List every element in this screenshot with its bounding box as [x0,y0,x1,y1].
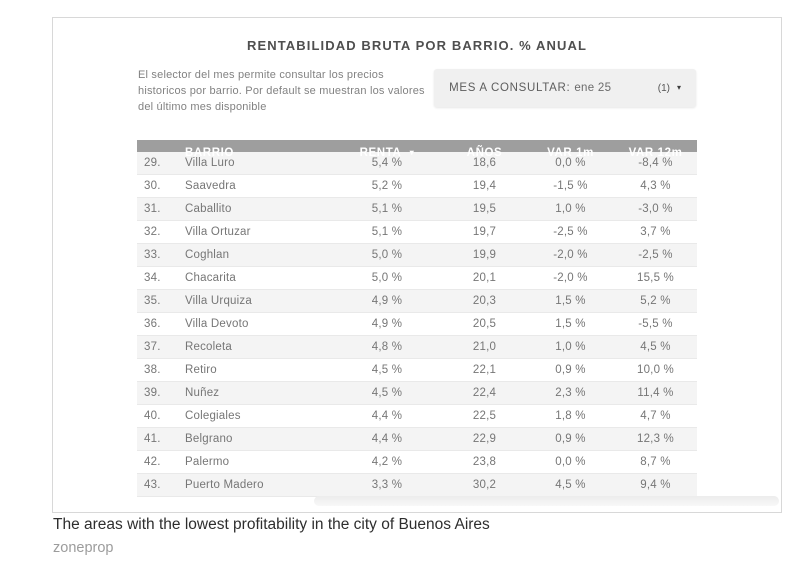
cell-var12m: 4,5 % [640,341,671,353]
table-row [137,405,697,428]
cell-var1m: -2,0 % [553,249,588,261]
cell-var1m: 1,8 % [555,410,586,422]
cell-barrio: Belgrano [185,433,233,445]
cell-renta: 5,0 % [371,249,403,261]
cell-var1m: 4,5 % [555,479,586,491]
cell-barrio: Retiro [185,364,217,376]
column-header-anos[interactable]: AÑOS [466,146,503,159]
cell-barrio: Palermo [185,456,230,468]
cell-renta: 3,3 % [371,479,403,491]
cell-var1m: 1,0 % [555,341,586,353]
intro-section [138,67,696,115]
table-row [137,244,697,267]
cell-barrio: Nuñez [185,387,220,399]
cell-barrio: Villa Luro [185,157,235,169]
cell-var12m: -3,0 % [638,203,673,215]
cell-rank: 34. [144,272,161,284]
cell-barrio: Chacarita [185,272,237,284]
cell-anos: 30,2 [472,479,497,491]
cell-var12m: -5,5 % [638,318,673,330]
cell-barrio: Villa Urquiza [185,295,252,307]
table-row [137,313,697,336]
cell-var12m: 3,7 % [640,226,671,238]
cell-renta: 4,8 % [371,341,403,353]
cell-var12m: 15,5 % [636,272,674,284]
cell-rank: 35. [144,295,161,307]
column-header-renta[interactable]: RENTA ▾ [359,146,415,159]
cell-renta: 5,1 % [371,226,403,238]
chevron-down-icon: ▾ [676,83,681,92]
cell-renta: 4,5 % [371,364,403,376]
cell-renta: 4,9 % [371,318,403,330]
cell-var1m: 0,9 % [555,364,586,376]
cell-renta: 4,2 % [371,456,403,468]
cell-rank: 37. [144,341,161,353]
cell-var1m: 1,0 % [555,203,586,215]
month-selector-count-badge: (1) [657,82,670,94]
table-row [137,359,697,382]
cell-renta: 5,1 % [371,203,403,215]
table-row [137,474,697,497]
table-row [137,451,697,474]
cell-rank: 31. [144,203,161,215]
cell-anos: 19,7 [472,226,497,238]
cell-var1m: 0,0 % [555,456,586,468]
table-row [137,198,697,221]
month-selector-label: MES A CONSULTAR: ene 25 [449,82,612,94]
cell-anos: 22,1 [472,364,497,376]
cell-anos: 22,9 [472,433,497,445]
cell-rank: 43. [144,479,161,491]
cell-var1m: -1,5 % [553,180,588,192]
cell-anos: 22,5 [472,410,497,422]
cell-var12m: -8,4 % [638,157,673,169]
cell-renta: 5,2 % [371,180,403,192]
cell-var12m: 9,4 % [640,479,671,491]
cell-var12m: 12,3 % [636,433,674,445]
cell-anos: 22,4 [472,387,497,399]
cell-var1m: 0,9 % [555,433,586,445]
cell-var12m: 10,0 % [636,364,674,376]
table-row [137,382,697,405]
table-row [137,290,697,313]
cell-barrio: Recoleta [185,341,232,353]
month-selector-value: ene 25 [574,82,612,94]
cell-barrio: Villa Ortuzar [185,226,251,238]
cell-renta: 5,4 % [371,157,403,169]
rentabilidad-widget-card [52,17,782,513]
column-header-barrio[interactable]: BARRIO [185,146,234,159]
cell-rank: 40. [144,410,161,422]
cell-rank: 38. [144,364,161,376]
column-header-var1m[interactable]: VAR 1m [547,146,594,159]
table-row [137,336,697,359]
cell-var1m: 1,5 % [555,318,586,330]
cell-anos: 20,3 [472,295,497,307]
cell-var1m: -2,5 % [553,226,588,238]
cell-rank: 39. [144,387,161,399]
cell-renta: 4,9 % [371,295,403,307]
cell-var12m: 11,4 % [637,387,674,399]
cell-barrio: Villa Devoto [185,318,249,330]
cell-var12m: 8,7 % [640,456,671,468]
cell-var12m: 4,3 % [640,180,671,192]
month-selector-dropdown[interactable] [434,69,696,107]
cell-var1m: 1,5 % [555,295,586,307]
cell-renta: 5,0 % [371,272,403,284]
cell-anos: 20,1 [472,272,497,284]
sort-desc-icon: ▾ [409,147,415,157]
cell-renta: 4,4 % [371,433,403,445]
cell-anos: 23,8 [472,456,497,468]
widget-title: RENTABILIDAD BRUTA POR BARRIO. % ANUAL [246,38,588,53]
cell-anos: 20,5 [472,318,497,330]
intro-description: El selector del mes permite consultar los precios historicos por barrio. Por default se muestran los valores del último mes disponible [138,69,425,113]
barrios-table [137,140,697,497]
table-row [137,267,697,290]
cell-var12m: 5,2 % [640,295,671,307]
cell-rank: 36. [144,318,161,330]
table-row [137,175,697,198]
month-selector-controls [658,83,681,94]
cell-anos: 18,6 [472,157,497,169]
horizontal-scrollbar[interactable] [314,496,779,506]
cell-rank: 29. [144,157,161,169]
cell-anos: 19,9 [472,249,497,261]
cell-var1m: 0,0 % [555,157,586,169]
cell-barrio: Caballito [185,203,232,215]
cell-rank: 32. [144,226,161,238]
cell-var12m: -2,5 % [638,249,673,261]
cell-anos: 19,5 [472,203,497,215]
cell-rank: 30. [144,180,161,192]
article-caption: The areas with the lowest profitability in the city of Buenos Aires [53,516,490,533]
cell-anos: 21,0 [472,341,497,353]
cell-barrio: Puerto Madero [185,479,264,491]
cell-renta: 4,4 % [371,410,403,422]
cell-rank: 42. [144,456,161,468]
cell-barrio: Coghlan [185,249,230,261]
source-credit: zoneprop [53,540,114,556]
cell-var1m: -2,0 % [553,272,588,284]
column-header-var12m[interactable]: VAR 12m [628,146,683,159]
table-row [137,428,697,451]
cell-renta: 4,5 % [371,387,403,399]
table-body [137,152,697,497]
cell-rank: 33. [144,249,161,261]
cell-barrio: Saavedra [185,180,236,192]
cell-var12m: 4,7 % [640,410,671,422]
cell-var1m: 2,3 % [555,387,586,399]
cell-rank: 41. [144,433,161,445]
cell-barrio: Colegiales [185,410,241,422]
table-row [137,221,697,244]
cell-anos: 19,4 [472,180,497,192]
